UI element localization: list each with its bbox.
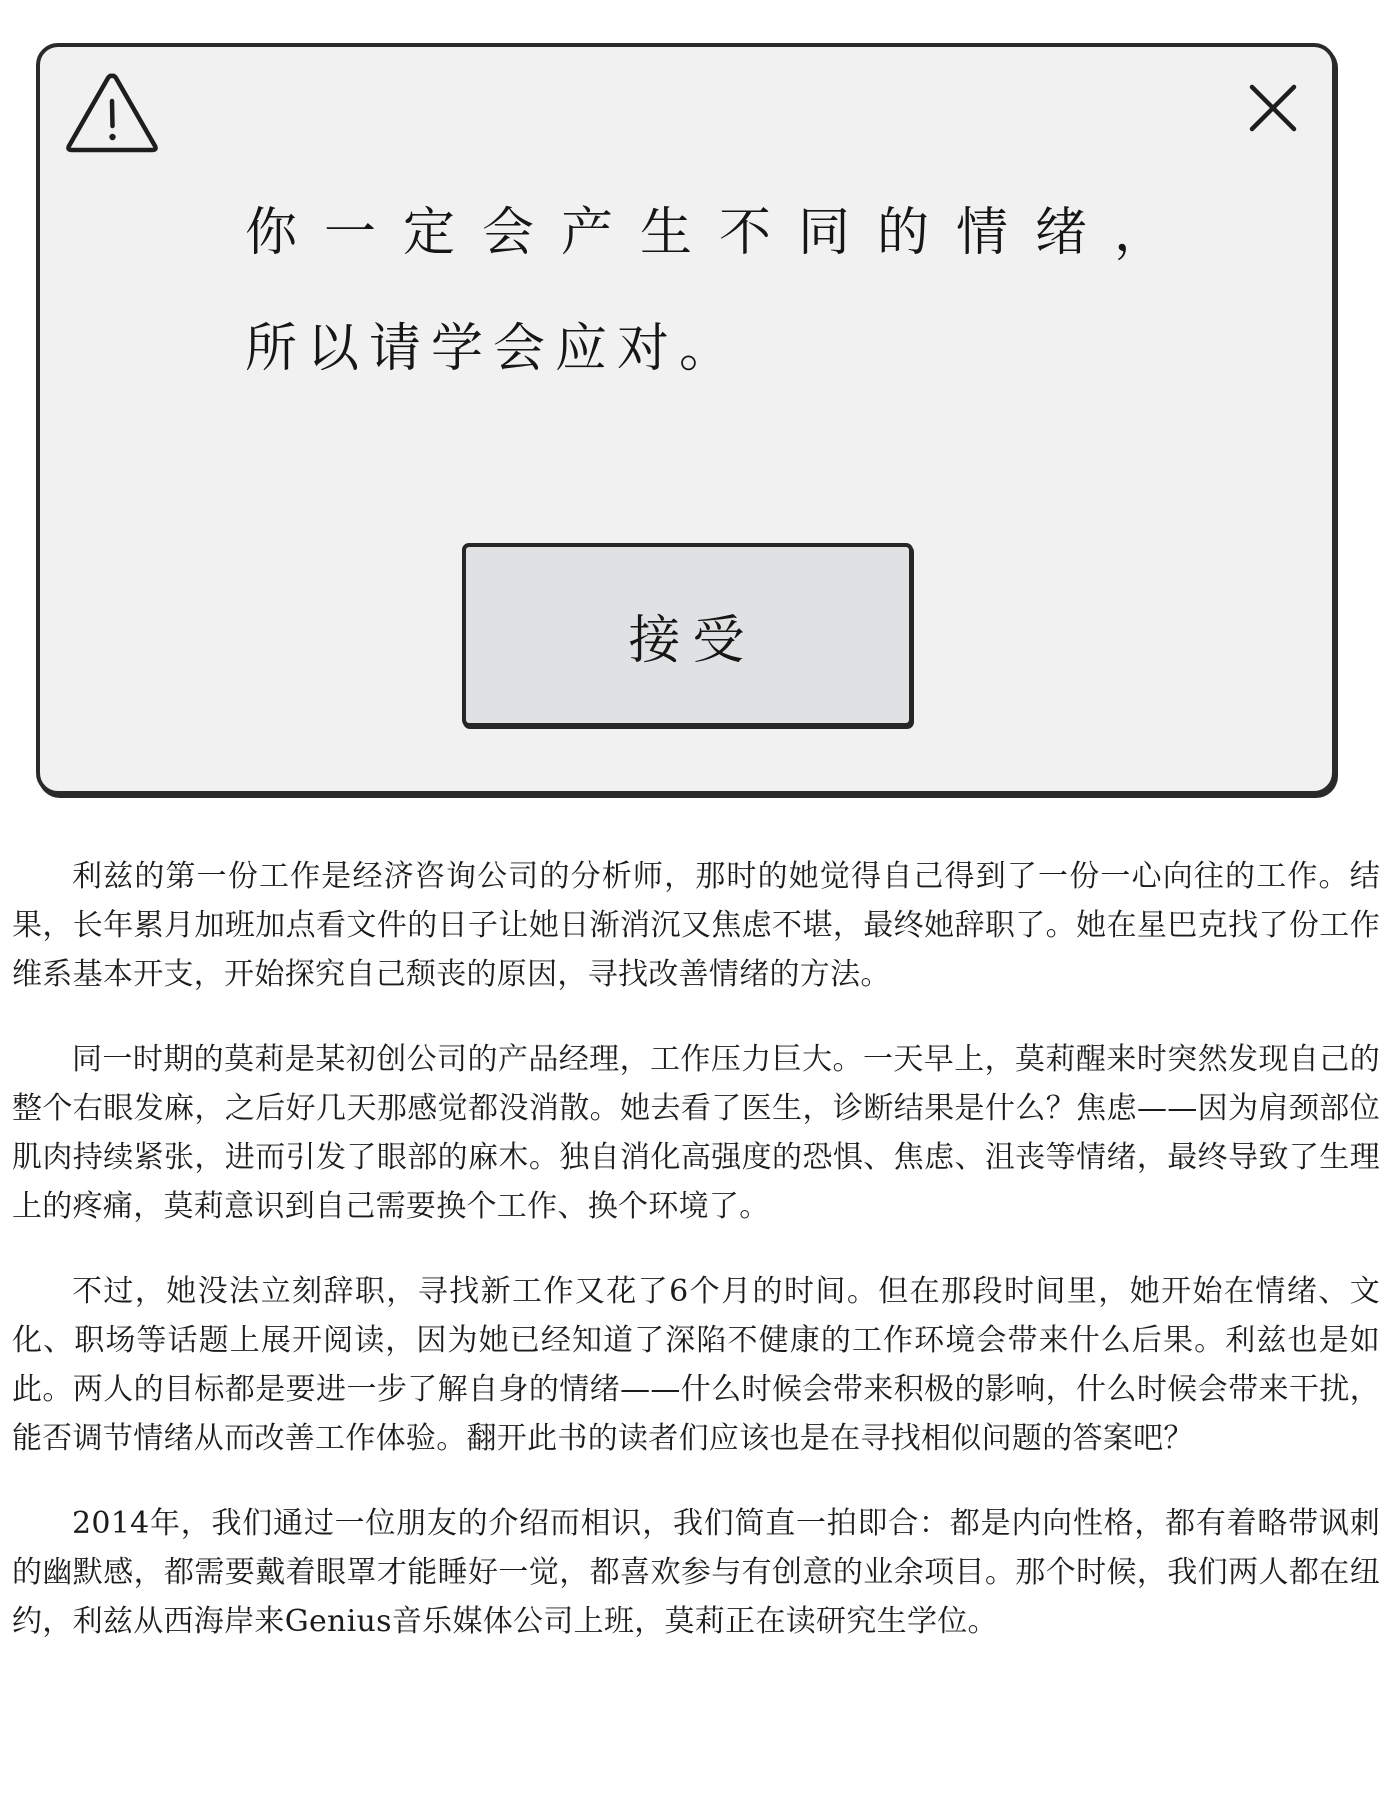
paragraph-1: 利兹的第一份工作是经济咨询公司的分析师，那时的她觉得自己得到了一份一心向往的工作。结果，长年累月加班加点看文件的日子让她日渐消沉又焦虑不堪，最终她辞职了。她在星巴克找了份工作维系基本开支，开始探究自己颓丧的原因，寻找改善情绪的方法。 — [12, 859, 1380, 992]
body-text — [12, 852, 1380, 1682]
close-icon[interactable] — [1246, 81, 1300, 135]
paragraph-2: 同一时期的莫莉是某初创公司的产品经理，工作压力巨大。一天早上，莫莉醒来时突然发现自己的整个右眼发麻，之后好几天那感觉都没消散。她去看了医生，诊断结果是什么？焦虑——因为肩颈部位肌肉持续紧张，进而引发了眼部的麻木。独自消化高强度的恐惧、焦虑、沮丧等情绪，最终导致了生理上的疼痛，莫莉意识到自己需要换个工作、换个环境了。 — [12, 1042, 1380, 1224]
dialog-message-line-2: 所以请学会应对。 — [245, 319, 742, 379]
dialog-message — [245, 203, 1245, 379]
dialog-message-line-1: 你一定会产生不同的情绪， — [245, 203, 1194, 263]
paragraph-4: 2014年，我们通过一位朋友的介绍而相识，我们简直一拍即合：都是内向性格，都有着略带讽刺的幽默感，都需要戴着眼罩才能睡好一觉，都喜欢参与有创意的业余项目。那个时候，我们两人都在纽约，利兹从西海岸来Genius音乐媒体公司上班，莫莉正在读研究生学位。 — [12, 1506, 1380, 1639]
accept-button[interactable]: 接受 — [462, 543, 913, 727]
warning-icon — [64, 71, 160, 155]
paragraph-3: 不过，她没法立刻辞职，寻找新工作又花了6个月的时间。但在那段时间里，她开始在情绪、文化、职场等话题上展开阅读，因为她已经知道了深陷不健康的工作环境会带来什么后果。利兹也是如此。两人的目标都是要进一步了解自身的情绪——什么时候会带来积极的影响，什么时候会带来干扰，能否调节情绪从而改善工作体验。翻开此书的读者们应该也是在寻找相似问题的答案吧？ — [12, 1274, 1380, 1456]
dialog-illustration — [36, 43, 1336, 795]
